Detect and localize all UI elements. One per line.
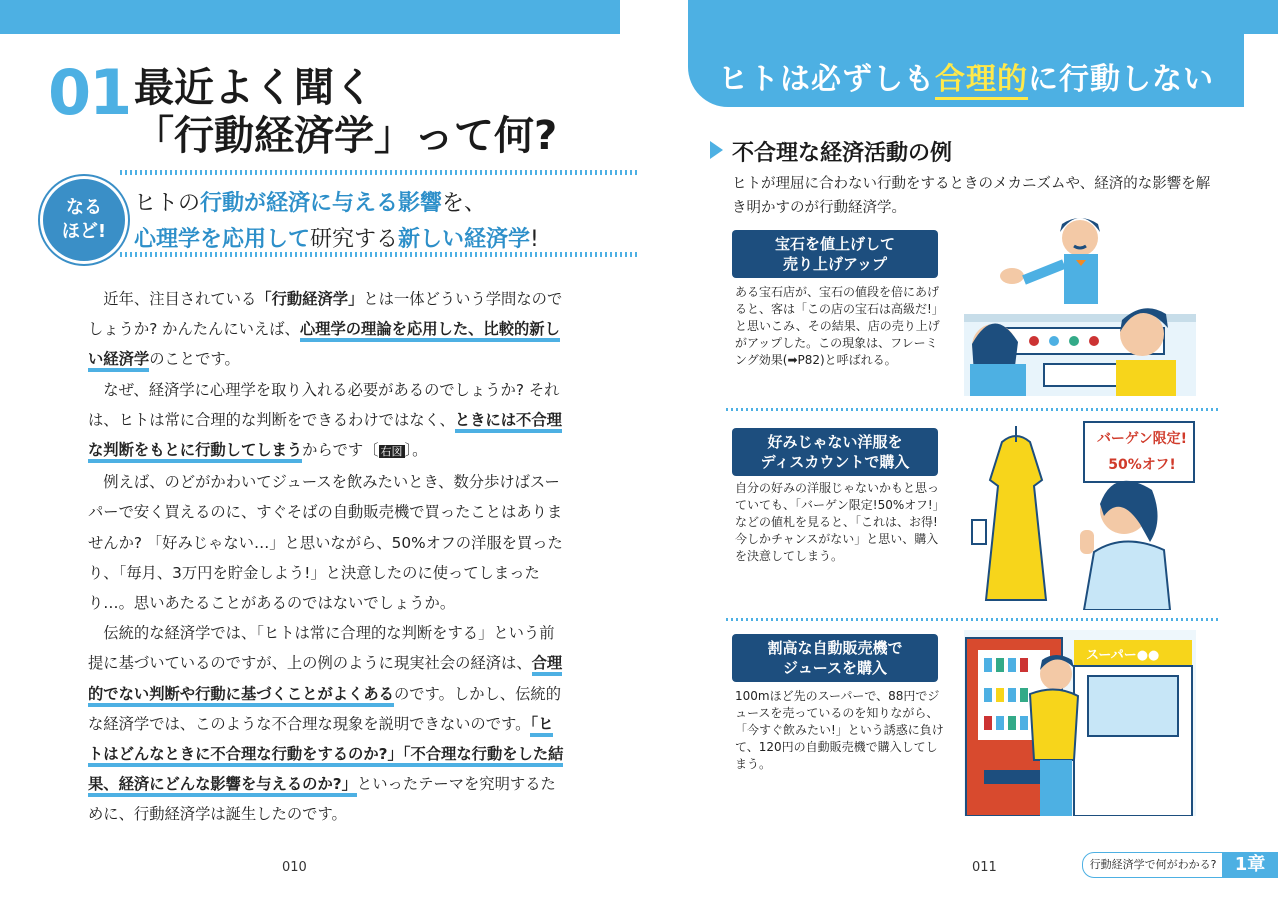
text: とは一体どういう学問なのでしょうか? かんたんにいえば、	[88, 290, 563, 339]
page-number-right: 011	[972, 860, 997, 875]
case-separator-1	[726, 408, 1220, 411]
text: 〕。	[404, 441, 428, 460]
text: といったテーマを究明するために、行動経済学は誕生したのです。	[88, 775, 556, 824]
highlight-text: 合理的でない判断や行動に基づくことがよくある	[88, 654, 562, 706]
super-sign: スーパー●●	[1086, 648, 1160, 663]
top-bar-right	[1244, 0, 1278, 34]
highlight-text: ときには不合理な判断をもとに行動してしまう	[88, 411, 562, 463]
lead-text-e: 研究する	[310, 227, 399, 252]
case-label-line: 割高な自動販売機で	[767, 639, 903, 657]
badge-line2: ほど!	[61, 221, 107, 242]
page-title-line2: 「行動経済学」って何?	[134, 113, 558, 159]
text: 近年、注目されている	[103, 290, 257, 308]
paragraph-1	[88, 284, 568, 375]
naruhodo-badge	[40, 176, 128, 264]
text: 伝統的な経済学では、「ヒトは常に合理的な判断をする」という前提に基づいているのですが、上の例のように現実社会の経済は、	[88, 624, 555, 673]
page-number-left: 010	[282, 860, 307, 875]
header-text: に行動しない	[1028, 62, 1214, 97]
text: なぜ、経済学に心理学を取り入れる必要があるのでしょうか? それは、ヒトは常に合理的な判断をできるわけではなく、	[88, 380, 560, 429]
section-description: ヒトが理屈に合わない行動をするときのメカニズムや、経済的な影響を解き明かすのが行動経済学。	[732, 176, 1211, 216]
figure-ref-tag: 右図	[380, 445, 403, 459]
highlight-text: 「ヒトはどんなときに不合理な行動をするのか?」「不合理な行動をした結果、経済にどんな影響を与えるのか?」	[88, 715, 563, 797]
case-label-line: 宝石を値上げして	[774, 235, 895, 253]
divider-top	[120, 170, 640, 175]
page-title-line1: 最近よく聞く	[134, 65, 374, 111]
case-label-3	[732, 634, 938, 682]
body-text	[88, 284, 568, 830]
paragraph-4	[88, 618, 568, 829]
case-label-1	[732, 230, 938, 278]
case-label-line: ディスカウントで購入	[760, 453, 910, 471]
case-text-1: ある宝石店が、宝石の値段を倍にあげると、客は「この店の宝石は高級だ!」と思いこみ、その結果、店の売り上げがアップした。この現象は、フレーミング効果(➡P82)と呼ばれる。	[735, 285, 944, 367]
footer-chapter-number: 1章	[1222, 852, 1278, 878]
sale-sign	[1090, 426, 1194, 478]
case-separator-2	[726, 618, 1220, 621]
lead-text-c: を、	[442, 191, 487, 216]
case-text-2: 自分の好みの洋服じゃないかもと思っていても、「バーゲン限定!50%オフ!」などの値札を見ると、「これは、お得! 今しかチャンスがない」と思い、購入を決意してしまう。	[735, 481, 945, 563]
lead-text-f: 新しい経済学	[398, 227, 531, 252]
right-header-title	[688, 54, 1244, 98]
sale-sign-line1: バーゲン限定!	[1096, 431, 1188, 447]
header-text: ヒトは必ずしも	[718, 62, 935, 97]
chapter-number: 01	[48, 56, 131, 129]
header-highlight: 合理的	[935, 62, 1028, 100]
case-label-line: 売り上げアップ	[783, 255, 887, 273]
lead-text	[134, 186, 539, 258]
text: のことです。	[149, 350, 240, 369]
case-label-line: 好みじゃない洋服を	[767, 433, 903, 451]
top-bar-left	[0, 0, 620, 34]
jewelry-store-illustration	[964, 204, 1196, 396]
lead-text-a: ヒトの	[134, 191, 201, 216]
case-text-3: 100mほど先のスーパーで、88円でジュースを売っているのを知りながら、「今すぐ飲みたい!」という誘惑に負けて、120円の自動販売機で購入してしまう。	[735, 689, 944, 771]
paragraph-2	[88, 375, 568, 468]
lead-text-b: 行動が経済に与える影響	[200, 191, 443, 216]
section-title: 不合理な経済活動の例	[732, 141, 953, 166]
text: のです。しかし、伝統的な経済学では、このような不合理な現象を説明できないのです。	[88, 684, 561, 733]
triangle-icon	[710, 141, 723, 159]
text: からです〔	[302, 441, 379, 460]
paragraph-3: 例えば、のどがかわいてジュースを飲みたいとき、数分歩けばスーパーで安く買えるのに、すぐそばの自動販売機で買ったことはありませんか? 「好みじゃない…」と思いながら、50%オフの洋服を買ったり、「毎月、3万円を貯金しよう!」と決意したのに使ってしまったり…。思いあたることがあるのではないでしょうか。	[88, 473, 563, 613]
case-label-line: ジュースを購入	[783, 659, 887, 677]
lead-text-d: 心理学を応用して	[134, 227, 311, 252]
highlight-text: 心理学の理論を応用した、比較的新しい経済学	[88, 320, 560, 372]
lead-text-g: !	[530, 227, 539, 252]
footer-chapter-title: 行動経済学で何がわかる?	[1082, 852, 1224, 878]
sale-sign-line2: 50%オフ!	[1108, 457, 1176, 473]
case-label-2	[732, 428, 938, 476]
badge-line1: なる	[66, 197, 102, 218]
term-behavioral-economics: 「行動経済学」	[256, 290, 364, 308]
